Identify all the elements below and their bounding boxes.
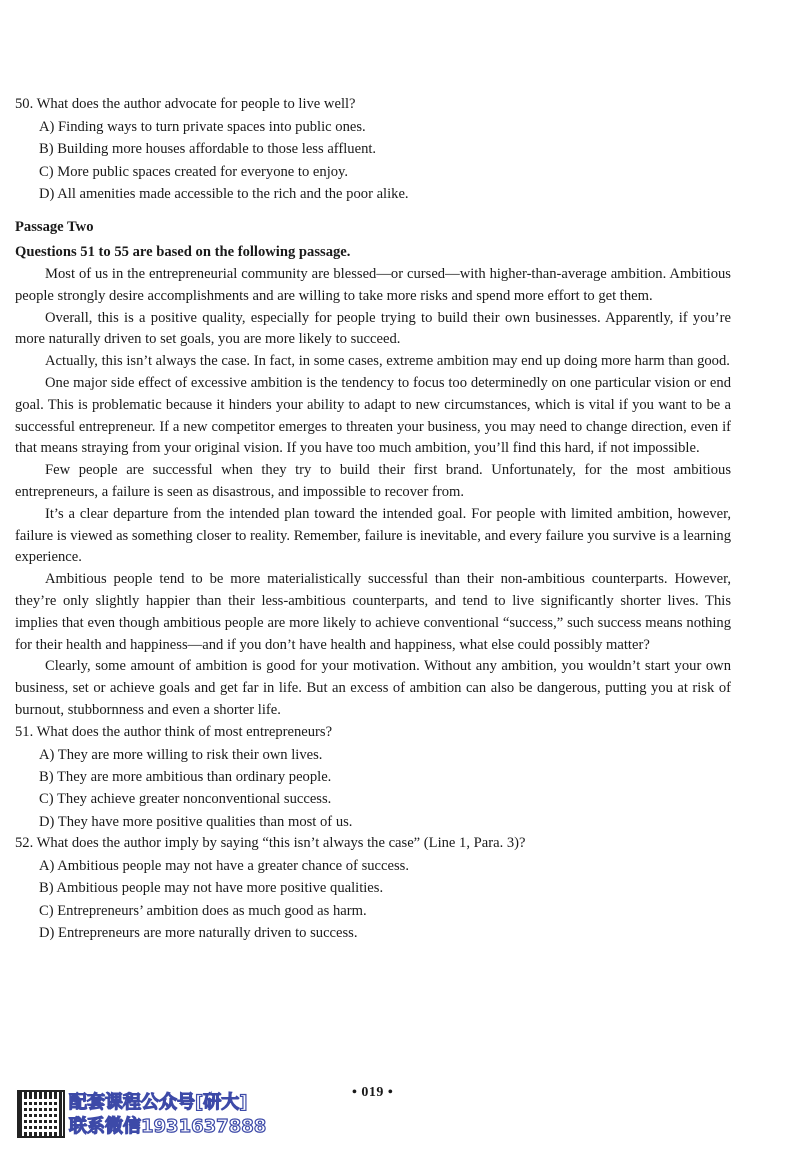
option-b: B) Ambitious people may not have more positive qualities. bbox=[39, 880, 384, 897]
paragraph: Most of us in the entrepreneurial community are blessed—or cursed—with higher-than-average ambition. Ambitious people strongly desire accomplishments and are willing to take more risks and spend more effort to get them. bbox=[15, 266, 731, 304]
question-stem: 51. What does the author think of most entrepreneurs? bbox=[15, 723, 333, 740]
paragraph: One major side effect of excessive ambition is the tendency to focus too determinedly on one particular vision or end goal. This is problematic because it hinders your ability to adapt to new circumstances, which is vital if you want to be a successful entrepreneur. If a new competitor emerges to threaten your business, you may need to change direction, even if that means straying from your original vision. If you have too much ambition, you’ll find this hard, if not impossible. bbox=[15, 375, 731, 457]
option-d: D) They have more positive qualities than most of us. bbox=[39, 813, 353, 830]
option-c: C) They achieve greater nonconventional success. bbox=[39, 791, 332, 808]
page-content bbox=[15, 94, 731, 945]
section-title: Passage Two bbox=[15, 219, 94, 236]
paragraph: Actually, this isn’t always the case. In fact, in some cases, extreme ambition may end up doing more harm than good. bbox=[45, 353, 730, 370]
passage-intro: Questions 51 to 55 are based on the following passage. bbox=[15, 244, 351, 261]
question-52 bbox=[15, 833, 731, 944]
option-d: D) Entrepreneurs are more naturally driven to success. bbox=[39, 925, 358, 942]
option-a: A) They are more willing to risk their own lives. bbox=[39, 746, 323, 763]
paragraph: Few people are successful when they try to build their first brand. Unfortunately, for the most ambitious entrepreneurs, a failure is seen as disastrous, and impossible to recover from. bbox=[15, 462, 731, 500]
paragraph: Overall, this is a positive quality, especially for people trying to build their own businesses. Apparently, if you’re more naturally driven to set goals, you are more likely to succeed. bbox=[15, 309, 731, 348]
option-b: B) Building more houses affordable to those less affluent. bbox=[39, 141, 377, 158]
option-b: B) They are more ambitious than ordinary people. bbox=[39, 768, 332, 785]
watermark-line-2: 联系微信1931637888 bbox=[69, 1116, 267, 1137]
paragraph: Ambitious people tend to be more materialistically successful than their non-ambitious counterparts. However, they’re only slightly happier than their less-ambitious counterparts, and tend to live significantly shorter lives. This implies that even though ambitious people are more likely to achieve conventional “success,” such success means nothing for their health and happiness—and if you don’t have health and happiness, what else could possibly matter? bbox=[15, 571, 731, 653]
question-50 bbox=[15, 94, 731, 205]
page-number: • 019 • bbox=[352, 1085, 394, 1100]
passage-body bbox=[15, 264, 731, 722]
question-stem: 50. What does the author advocate for people to live well? bbox=[15, 96, 356, 112]
paragraph: Clearly, some amount of ambition is good for your motivation. Without any ambition, you wouldn’t start your own business, set or achieve goals and get far in life. But an excess of ambition can also be dangerous, putting you at risk of burnout, stubbornness and even a shorter life. bbox=[15, 658, 731, 718]
option-a: A) Ambitious people may not have a greater chance of success. bbox=[39, 857, 409, 874]
option-d: D) All amenities made accessible to the rich and the poor alike. bbox=[39, 186, 409, 203]
question-51 bbox=[15, 722, 731, 833]
watermark-line-1: 配套课程公众号[研大] bbox=[69, 1092, 248, 1113]
option-c: C) More public spaces created for everyone to enjoy. bbox=[39, 163, 349, 180]
qr-code-icon bbox=[17, 1090, 65, 1138]
option-c: C) Entrepreneurs’ ambition does as much good as harm. bbox=[39, 902, 367, 919]
paragraph: It’s a clear departure from the intended plan toward the intended goal. For people with limited ambition, however, failure is viewed as something closer to reality. Remember, failure is inevitable, and every failure you survive is a learning experience. bbox=[15, 505, 731, 566]
watermark-footer bbox=[17, 1090, 317, 1142]
option-a: A) Finding ways to turn private spaces into public ones. bbox=[39, 118, 366, 135]
question-stem: 52. What does the author imply by saying “this isn’t always the case” (Line 1, Para. 3)? bbox=[15, 835, 526, 852]
